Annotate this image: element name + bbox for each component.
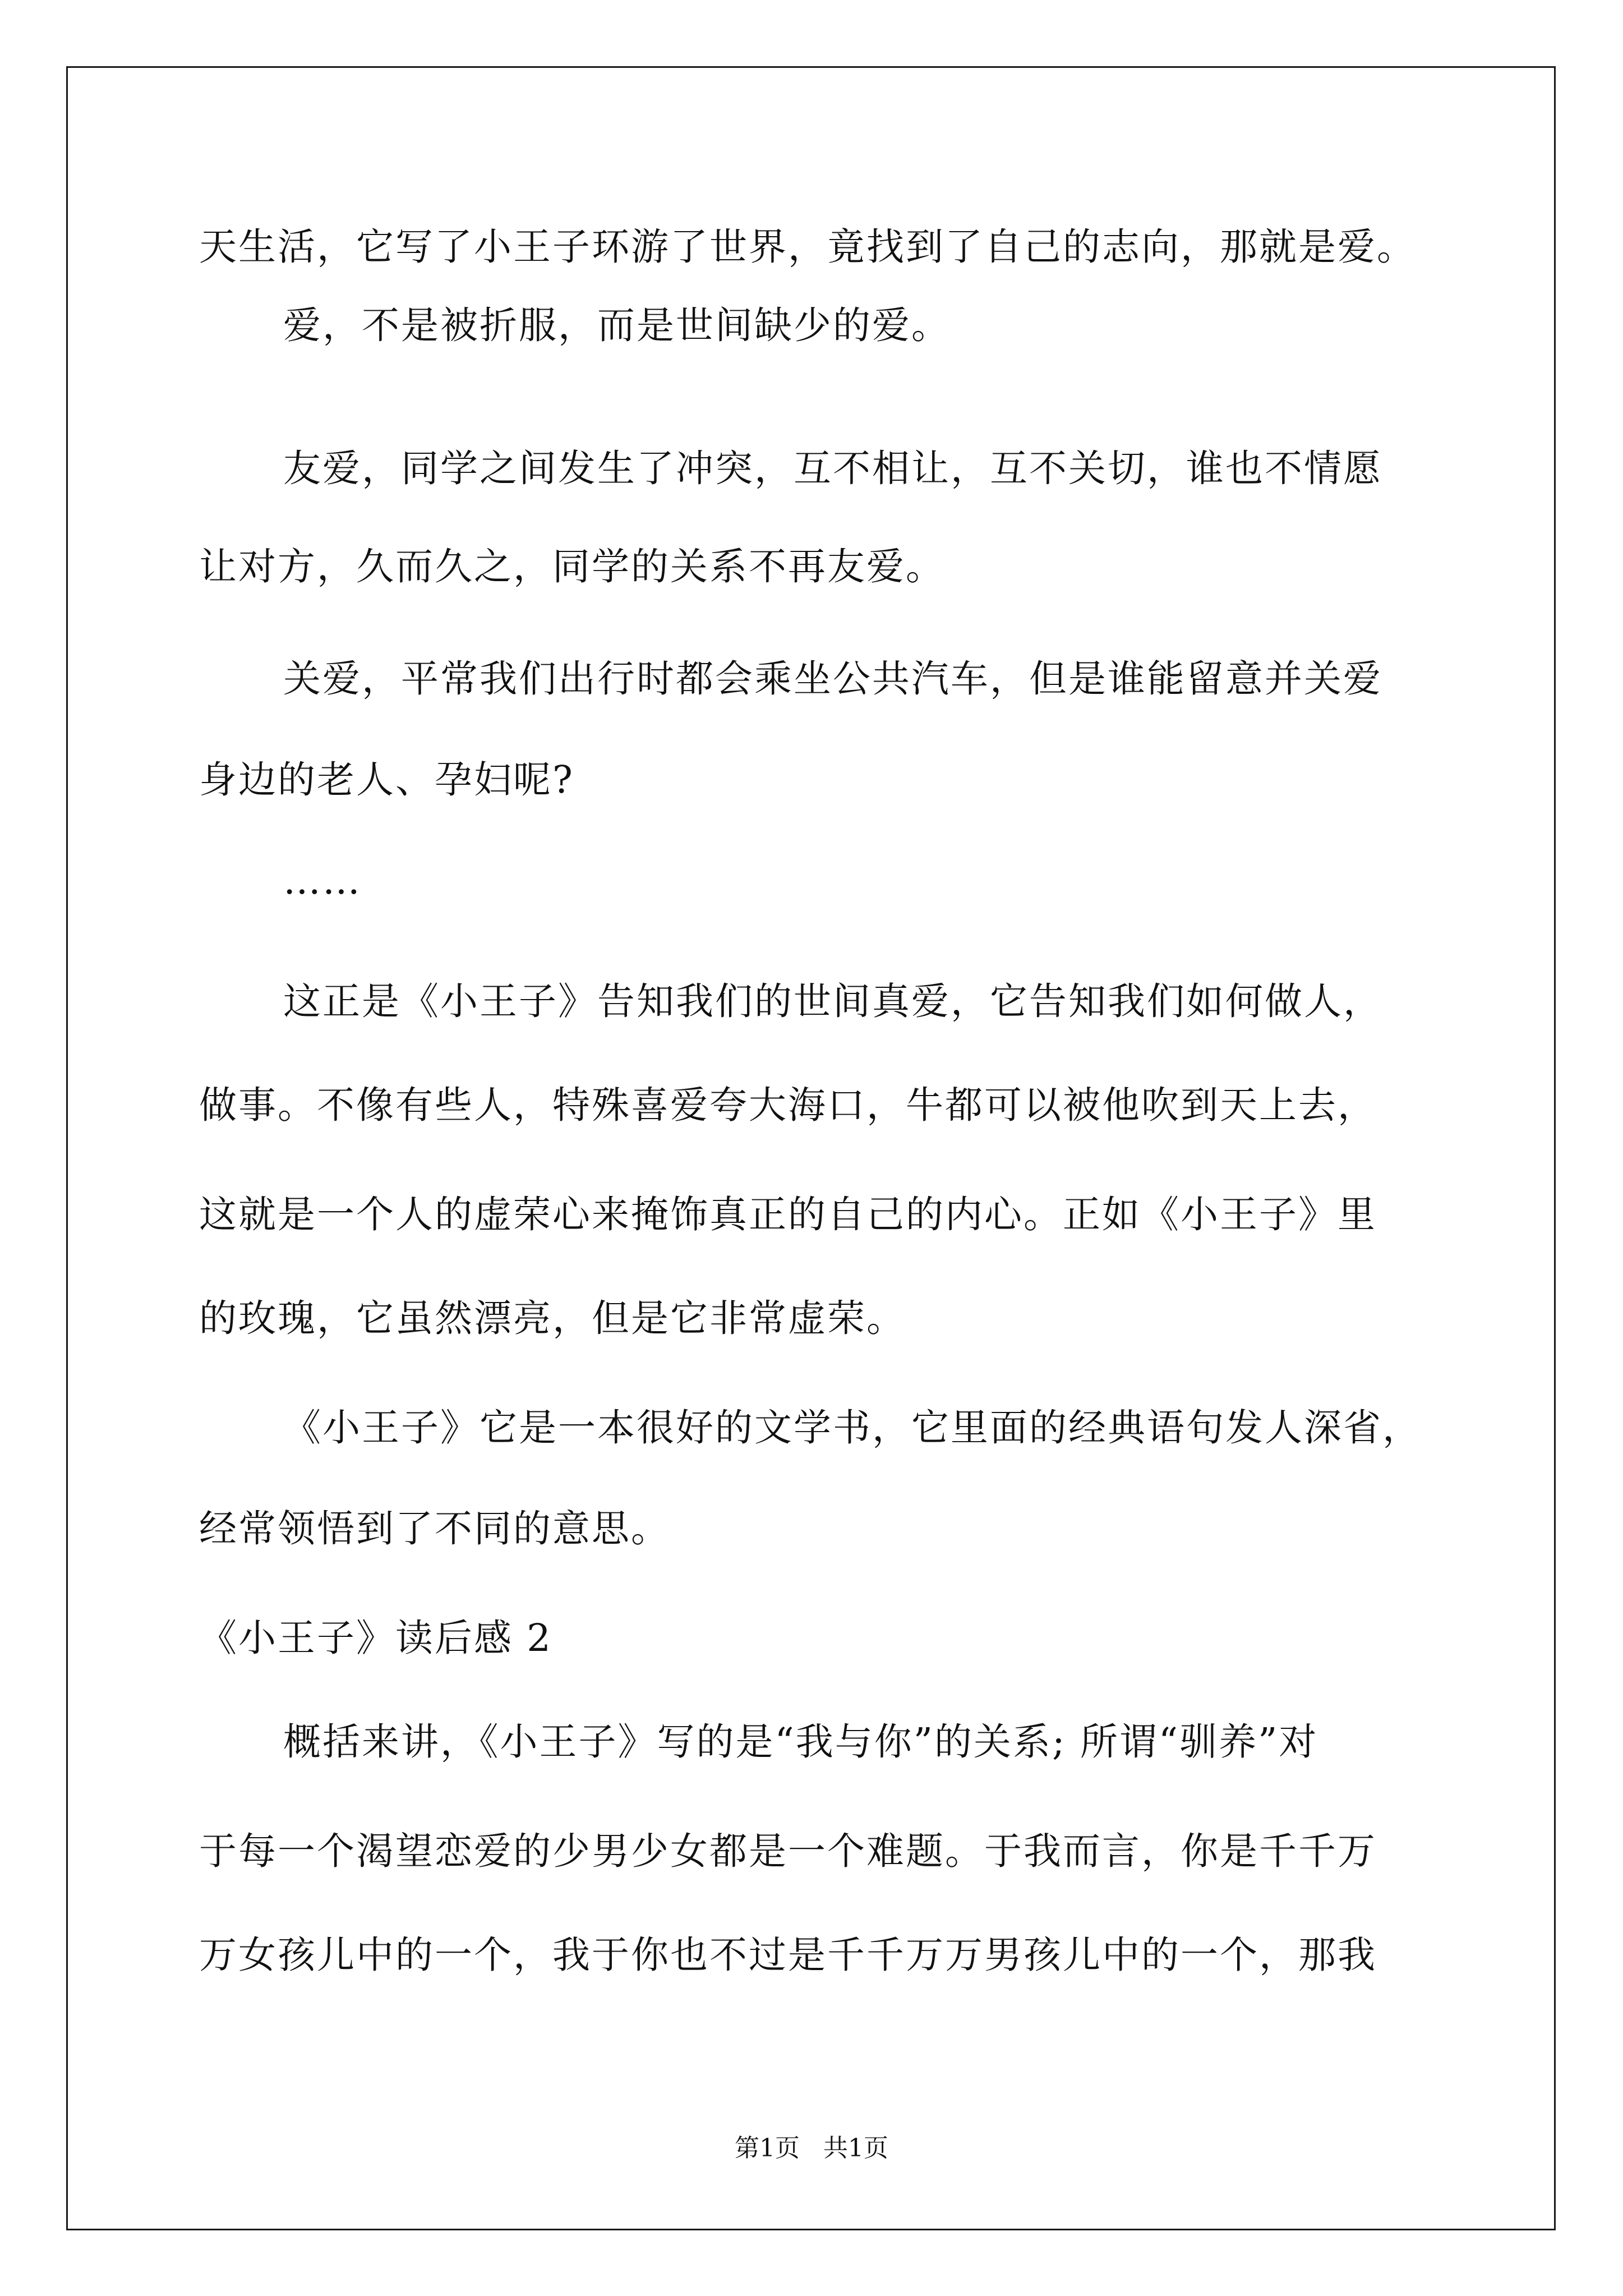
section-heading: 《小王子》读后感 2 [199,1616,552,1660]
paragraph-line: 于每一个渴望恋爱的少男少女都是一个难题。于我而言，你是千千万 [199,1829,1377,1873]
paragraph-line: …… [283,859,362,903]
paragraph-line: 友爱，同学之间发生了冲突，互不相让，互不关切，谁也不情愿 [283,447,1382,490]
paragraph-line: 天生活，它写了小王子环游了世界，竟找到了自己的志向，那就是爱。 [199,225,1416,269]
paragraph-line: 的玫瑰，它虽然漂亮，但是它非常虚荣。 [199,1296,906,1340]
paragraph-line: 这正是《小王子》告知我们的世间真爱，它告知我们如何做人， [283,979,1382,1023]
paragraph-line: 概括来讲，《小王子》写的是“我与你”的关系; 所谓“驯养”对 [283,1720,1318,1764]
page-footer [0,2132,1623,2165]
paragraph-line: 爱，不是被折服，而是世间缺少的爱。 [283,303,951,347]
paragraph-line: 身边的老人、孕妇呢? [199,758,574,802]
paragraph-line: 让对方，久而久之，同学的关系不再友爱。 [199,545,945,588]
paragraph-line: 经常领悟到了不同的意思。 [199,1507,670,1550]
paragraph-line: 这就是一个人的虚荣心来掩饰真正的自己的内心。正如《小王子》里 [199,1193,1377,1236]
page-total: 共1页 [823,2134,888,2162]
paragraph-line: 万女孩儿中的一个，我于你也不过是千千万万男孩儿中的一个，那我 [199,1933,1377,1977]
paragraph-line: 《小王子》它是一本很好的文学书，它里面的经典语句发人深省， [283,1406,1422,1450]
paragraph-line: 关爱，平常我们出行时都会乘坐公共汽车，但是谁能留意并关爱 [283,657,1382,701]
page-border [66,66,1556,2230]
page-number: 第1页 [735,2134,800,2162]
paragraph-line: 做事。不像有些人，特殊喜爱夸大海口，牛都可以被他吹到天上去， [199,1083,1377,1127]
